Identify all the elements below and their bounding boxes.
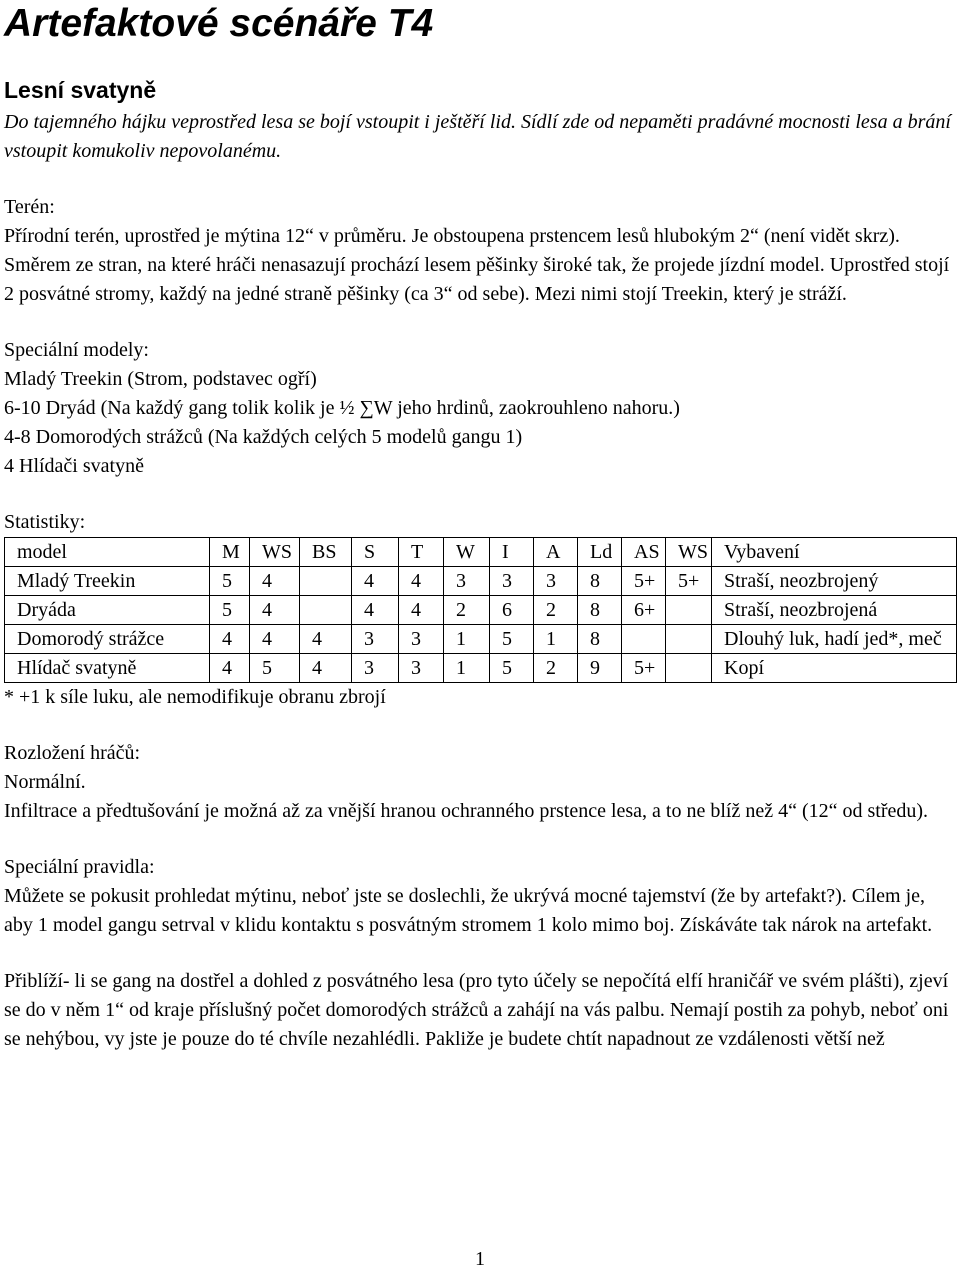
- table-cell: Kopí: [712, 654, 957, 683]
- table-cell: Domorodý strážce: [5, 625, 210, 654]
- table-cell: 3: [399, 625, 444, 654]
- table-cell: 5+: [666, 567, 712, 596]
- table-cell: 8: [578, 625, 622, 654]
- table-cell: Dlouhý luk, hadí jed*, meč: [712, 625, 957, 654]
- special-rules-paragraph: Přiblíží- li se gang na dostřel a dohled z posvátného lesa (pro tyto účely se nepočítá elfí hraničář ve svém plášti), zjeví se do v něm 1“ od kraje příslušný počet domorodých strážců a zahájí na vás palbu. Nemají postih za pohyb, neboť oni se nehýbou, vy jste je pouze do té chvíle nezahlédli. Pakliže je budete chtít napadnout ze vzdálenosti větší než: [4, 970, 949, 1050]
- table-cell: 5+: [622, 654, 666, 683]
- special-rules-section: [4, 853, 956, 940]
- header-cell: WS: [666, 538, 712, 567]
- table-cell: 5: [490, 654, 534, 683]
- terrain-label: Terén:: [4, 196, 55, 218]
- table-row: [5, 625, 957, 654]
- table-cell: 3: [534, 567, 578, 596]
- table-cell: 4: [210, 625, 250, 654]
- table-cell: 4: [399, 567, 444, 596]
- table-header-row: [5, 538, 957, 567]
- header-cell: S: [352, 538, 399, 567]
- table-cell: [622, 625, 666, 654]
- terrain-section: [4, 193, 956, 309]
- deployment-label: Rozložení hráčů:: [4, 742, 141, 764]
- deployment-line: Infiltrace a předtušování je možná až za vnější hranou ochranného prstence lesa, a to ne blíž než 4“ (12“ od středu).: [4, 800, 929, 822]
- table-cell: 1: [444, 654, 490, 683]
- special-models-section: [4, 336, 956, 481]
- table-cell: 5+: [622, 567, 666, 596]
- table-cell: 3: [490, 567, 534, 596]
- header-cell: BS: [300, 538, 352, 567]
- table-cell: 9: [578, 654, 622, 683]
- table-cell: 6+: [622, 596, 666, 625]
- statistics-table: [4, 537, 957, 683]
- table-cell: 1: [534, 625, 578, 654]
- table-cell: 4: [352, 567, 399, 596]
- special-model-item: Mladý Treekin (Strom, podstavec ogří): [4, 368, 317, 390]
- table-cell: 5: [210, 567, 250, 596]
- table-cell: 4: [300, 654, 352, 683]
- header-cell: AS: [622, 538, 666, 567]
- table-cell: 3: [352, 654, 399, 683]
- table-cell: 2: [534, 654, 578, 683]
- special-rules-paragraph: Můžete se pokusit prohledat mýtinu, neboť jste se doslechli, že ukrývá mocné tajemství (že by artefakt?). Cílem je, aby 1 model gangu setrval v klidu kontaktu s posvátným stromem 1 kolo mimo boj. Získáváte tak nárok na artefakt.: [4, 885, 933, 936]
- table-cell: 5: [490, 625, 534, 654]
- table-cell: 8: [578, 596, 622, 625]
- header-cell: A: [534, 538, 578, 567]
- table-cell: [666, 625, 712, 654]
- table-cell: 3: [352, 625, 399, 654]
- table-cell: 4: [250, 596, 300, 625]
- special-model-item: 6-10 Dryád (Na každý gang tolik kolik je ½ ∑W jeho hrdinů, zaokrouhleno nahoru.): [4, 397, 680, 419]
- table-cell: Straší, neozbrojená: [712, 596, 957, 625]
- scenario-intro: Do tajemného hájku veprostřed lesa se bojí vstoupit i ještěří lid. Sídlí zde od nepaměti pradávné mocnosti lesa a brání vstoupit komukoliv nepovolanému.: [4, 111, 951, 162]
- table-cell: 2: [444, 596, 490, 625]
- table-cell: [666, 596, 712, 625]
- special-model-item: 4 Hlídači svatyně: [4, 455, 144, 477]
- table-cell: Hlídač svatyně: [5, 654, 210, 683]
- table-cell: 4: [250, 567, 300, 596]
- statistics-footnote: * +1 k síle luku, ale nemodifikuje obranu zbrojí: [4, 686, 386, 708]
- table-cell: 8: [578, 567, 622, 596]
- table-cell: 6: [490, 596, 534, 625]
- table-cell: 5: [250, 654, 300, 683]
- table-cell: Dryáda: [5, 596, 210, 625]
- table-cell: 1: [444, 625, 490, 654]
- table-cell: 3: [399, 654, 444, 683]
- table-cell: 4: [399, 596, 444, 625]
- table-cell: 4: [352, 596, 399, 625]
- table-row: [5, 654, 957, 683]
- deployment-section: [4, 739, 956, 826]
- table-cell: [666, 654, 712, 683]
- table-cell: Straší, neozbrojený: [712, 567, 957, 596]
- document-page: [4, 0, 956, 1054]
- special-rules-label: Speciální pravidla:: [4, 856, 155, 878]
- header-cell: Ld: [578, 538, 622, 567]
- table-cell: [300, 596, 352, 625]
- scenario-heading: Lesní svatyně: [4, 77, 157, 103]
- table-cell: Mladý Treekin: [5, 567, 210, 596]
- table-cell: 4: [250, 625, 300, 654]
- document-title: Artefaktové scénáře T4: [4, 2, 434, 45]
- header-cell: I: [490, 538, 534, 567]
- header-cell: WS: [250, 538, 300, 567]
- table-cell: 2: [534, 596, 578, 625]
- table-cell: 4: [300, 625, 352, 654]
- statistics-label: Statistiky:: [4, 511, 86, 533]
- header-cell: T: [399, 538, 444, 567]
- table-cell: 4: [210, 654, 250, 683]
- header-cell: M: [210, 538, 250, 567]
- table-row: [5, 596, 957, 625]
- terrain-text: Přírodní terén, uprostřed je mýtina 12“ v průměru. Je obstoupena prstencem lesů hlubokým 2“ (není vidět skrz). Směrem ze stran, na které hráči nenasazují prochází lesem pěšinky široké tak, že projede jízdní model. Uprostřed stojí 2 posvátné stromy, každý na jedné straně pěšinky (ca 3“ od sebe). Mezi nimi stojí Treekin, který je stráží.: [4, 225, 950, 305]
- header-cell: Vybavení: [712, 538, 957, 567]
- table-cell: 5: [210, 596, 250, 625]
- header-cell: W: [444, 538, 490, 567]
- table-row: [5, 567, 957, 596]
- table-cell: [300, 567, 352, 596]
- header-cell: model: [5, 538, 210, 567]
- table-cell: 3: [444, 567, 490, 596]
- special-model-item: 4-8 Domorodých strážců (Na každých celých 5 modelů gangu 1): [4, 426, 523, 448]
- deployment-line: Normální.: [4, 771, 86, 793]
- special-models-label: Speciální modely:: [4, 339, 149, 361]
- page-number: 1: [475, 1248, 485, 1270]
